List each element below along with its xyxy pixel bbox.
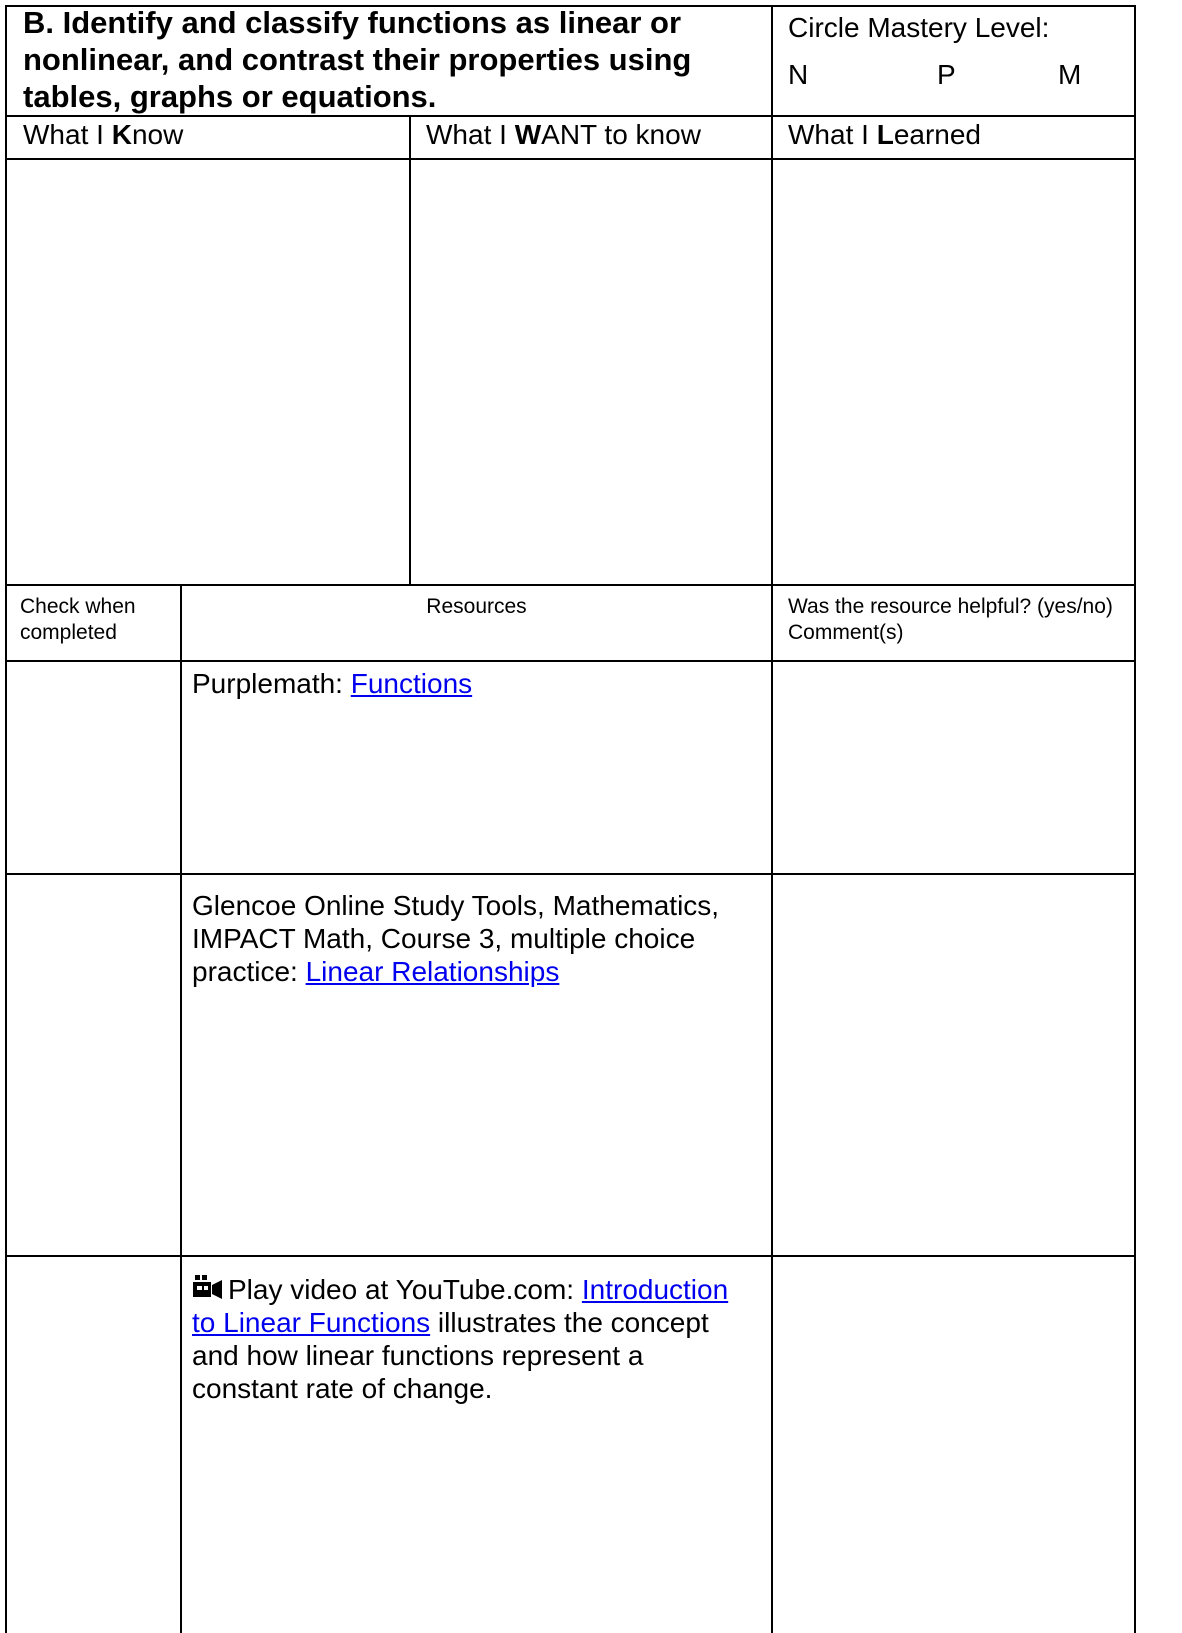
table-border-right: [1134, 5, 1136, 1633]
kwl-learned-header: What I Learned: [788, 119, 981, 150]
video-camera-icon: [192, 1273, 224, 1301]
resources-column-header: Resources: [426, 595, 527, 618]
row-divider-header: [5, 115, 1136, 117]
helpful-column-header: Was the resource helpful? (yes/no) Comment(s): [788, 595, 1113, 644]
resource-item-1: Purplemath: Functions: [192, 668, 473, 699]
check-cell-1[interactable]: [7, 662, 180, 873]
objective-title: B. Identify and classify functions as linear or nonlinear, and contrast their properties using tables, graphs or equations.: [23, 5, 692, 114]
helpful-cell-2[interactable]: [773, 875, 1134, 1255]
resource-item-2: Glencoe Online Study Tools, Mathematics, IMPACT Math, Course 3, multiple choice practice: Linear Relationships: [192, 890, 720, 987]
kwl-know-area[interactable]: [7, 160, 409, 584]
check-cell-2[interactable]: [7, 875, 180, 1255]
row-divider-kwl-body: [5, 584, 1136, 586]
kwl-want-area[interactable]: [411, 160, 771, 584]
intro-linear-functions-link[interactable]: Introduction to Linear Functions: [192, 1274, 729, 1338]
check-column-header: Check when completed: [20, 595, 136, 644]
linear-relationships-link[interactable]: Linear Relationships: [305, 956, 560, 987]
kwl-know-header: What I Know: [23, 119, 184, 150]
column-divider-check: [180, 584, 182, 1633]
kwl-want-header: What I WANT to know: [426, 119, 701, 150]
mastery-label: Circle Mastery Level:: [788, 12, 1050, 43]
mastery-level-n[interactable]: N: [788, 59, 809, 90]
functions-link[interactable]: Functions: [350, 668, 473, 699]
mastery-level-m[interactable]: M: [1058, 59, 1082, 90]
resource-item-3: Play video at YouTube.com: Introduction to Linear Functions illustrates the concept and how linear functions represent a constant rate of change.: [192, 1274, 729, 1404]
check-cell-3[interactable]: [7, 1257, 180, 1633]
helpful-cell-1[interactable]: [773, 662, 1134, 873]
helpful-cell-3[interactable]: [773, 1257, 1134, 1633]
mastery-level-p[interactable]: P: [937, 59, 956, 90]
kwl-learned-area[interactable]: [773, 160, 1134, 584]
